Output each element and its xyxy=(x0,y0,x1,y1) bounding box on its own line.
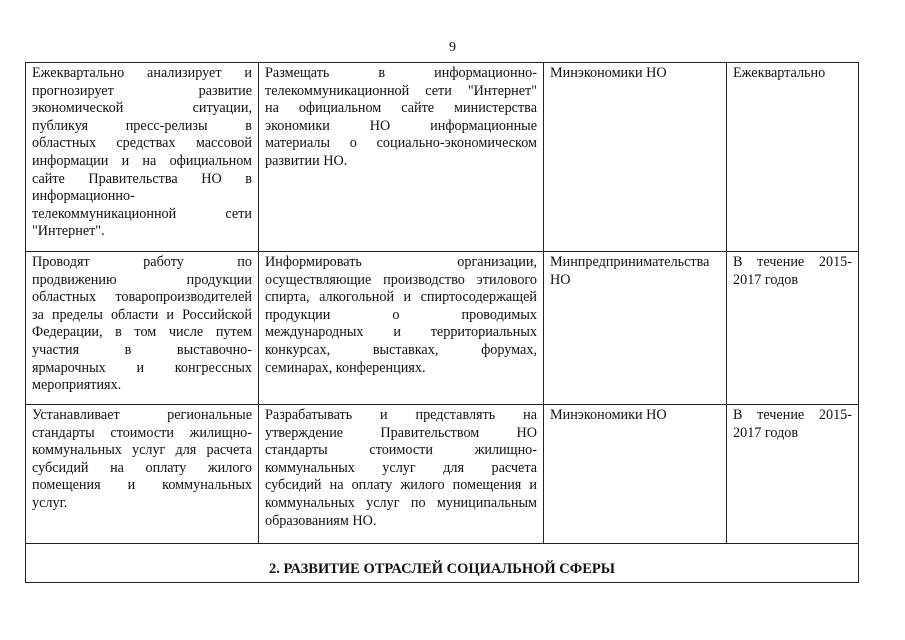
executor-cell: Минэкономики НО xyxy=(544,405,727,544)
deadline-cell: В течение 2015- 2017 годов xyxy=(727,405,859,544)
table-row xyxy=(26,63,859,252)
measure-cell: Информировать организации, осуществляющие производство этилового спирта, алкогольной и спиртосодержащей продукции о проводимых международных и территориальных конкурсах, выставках, форумах, семинарах, конференциях. xyxy=(259,252,544,405)
deadline-cell: Ежеквартально xyxy=(727,63,859,252)
executor-cell: Минпредпринимательства НО xyxy=(544,252,727,405)
measure-cell: Размещать в информационно- телекоммуникационной сети "Интернет" на официальном сайте министерства экономики НО информационные материалы о социально-экономическом развитии НО. xyxy=(259,63,544,252)
executor-cell: Минэкономики НО xyxy=(544,63,727,252)
table-row xyxy=(26,405,859,544)
table-row xyxy=(26,252,859,405)
plan-table xyxy=(25,62,859,583)
deadline-cell: В течение 2015- 2017 годов xyxy=(727,252,859,405)
activity-cell: Проводят работу по продвижению продукции областных товаропроизводителей за пределы области и Российской Федерации, в том числе путем участия в выставочно- ярмарочных и конгрессных мероприятиях. xyxy=(26,252,259,405)
page-number: 9 xyxy=(449,40,456,55)
section-heading: 2. РАЗВИТИЕ ОТРАСЛЕЙ СОЦИАЛЬНОЙ СФЕРЫ xyxy=(26,544,859,583)
measure-cell: Разрабатывать и представлять на утверждение Правительством НО стандарты стоимости жилищно- коммунальных услуг для расчета субсидий на оплату жилого помещения и коммунальных услуг по муниципальным образованиям НО. xyxy=(259,405,544,544)
activity-cell: Устанавливает региональные стандарты стоимости жилищно- коммунальных услуг для расчета субсидий на оплату жилого помещения и коммунальных услуг. xyxy=(26,405,259,544)
activity-cell: Ежеквартально анализирует и прогнозирует развитие экономической ситуации, публикуя пресс-релизы в областных средствах массовой информации и на официальном сайте Правительства НО в информационно- телекоммуникационной сети "Интернет". xyxy=(26,63,259,252)
section-row xyxy=(26,544,859,583)
